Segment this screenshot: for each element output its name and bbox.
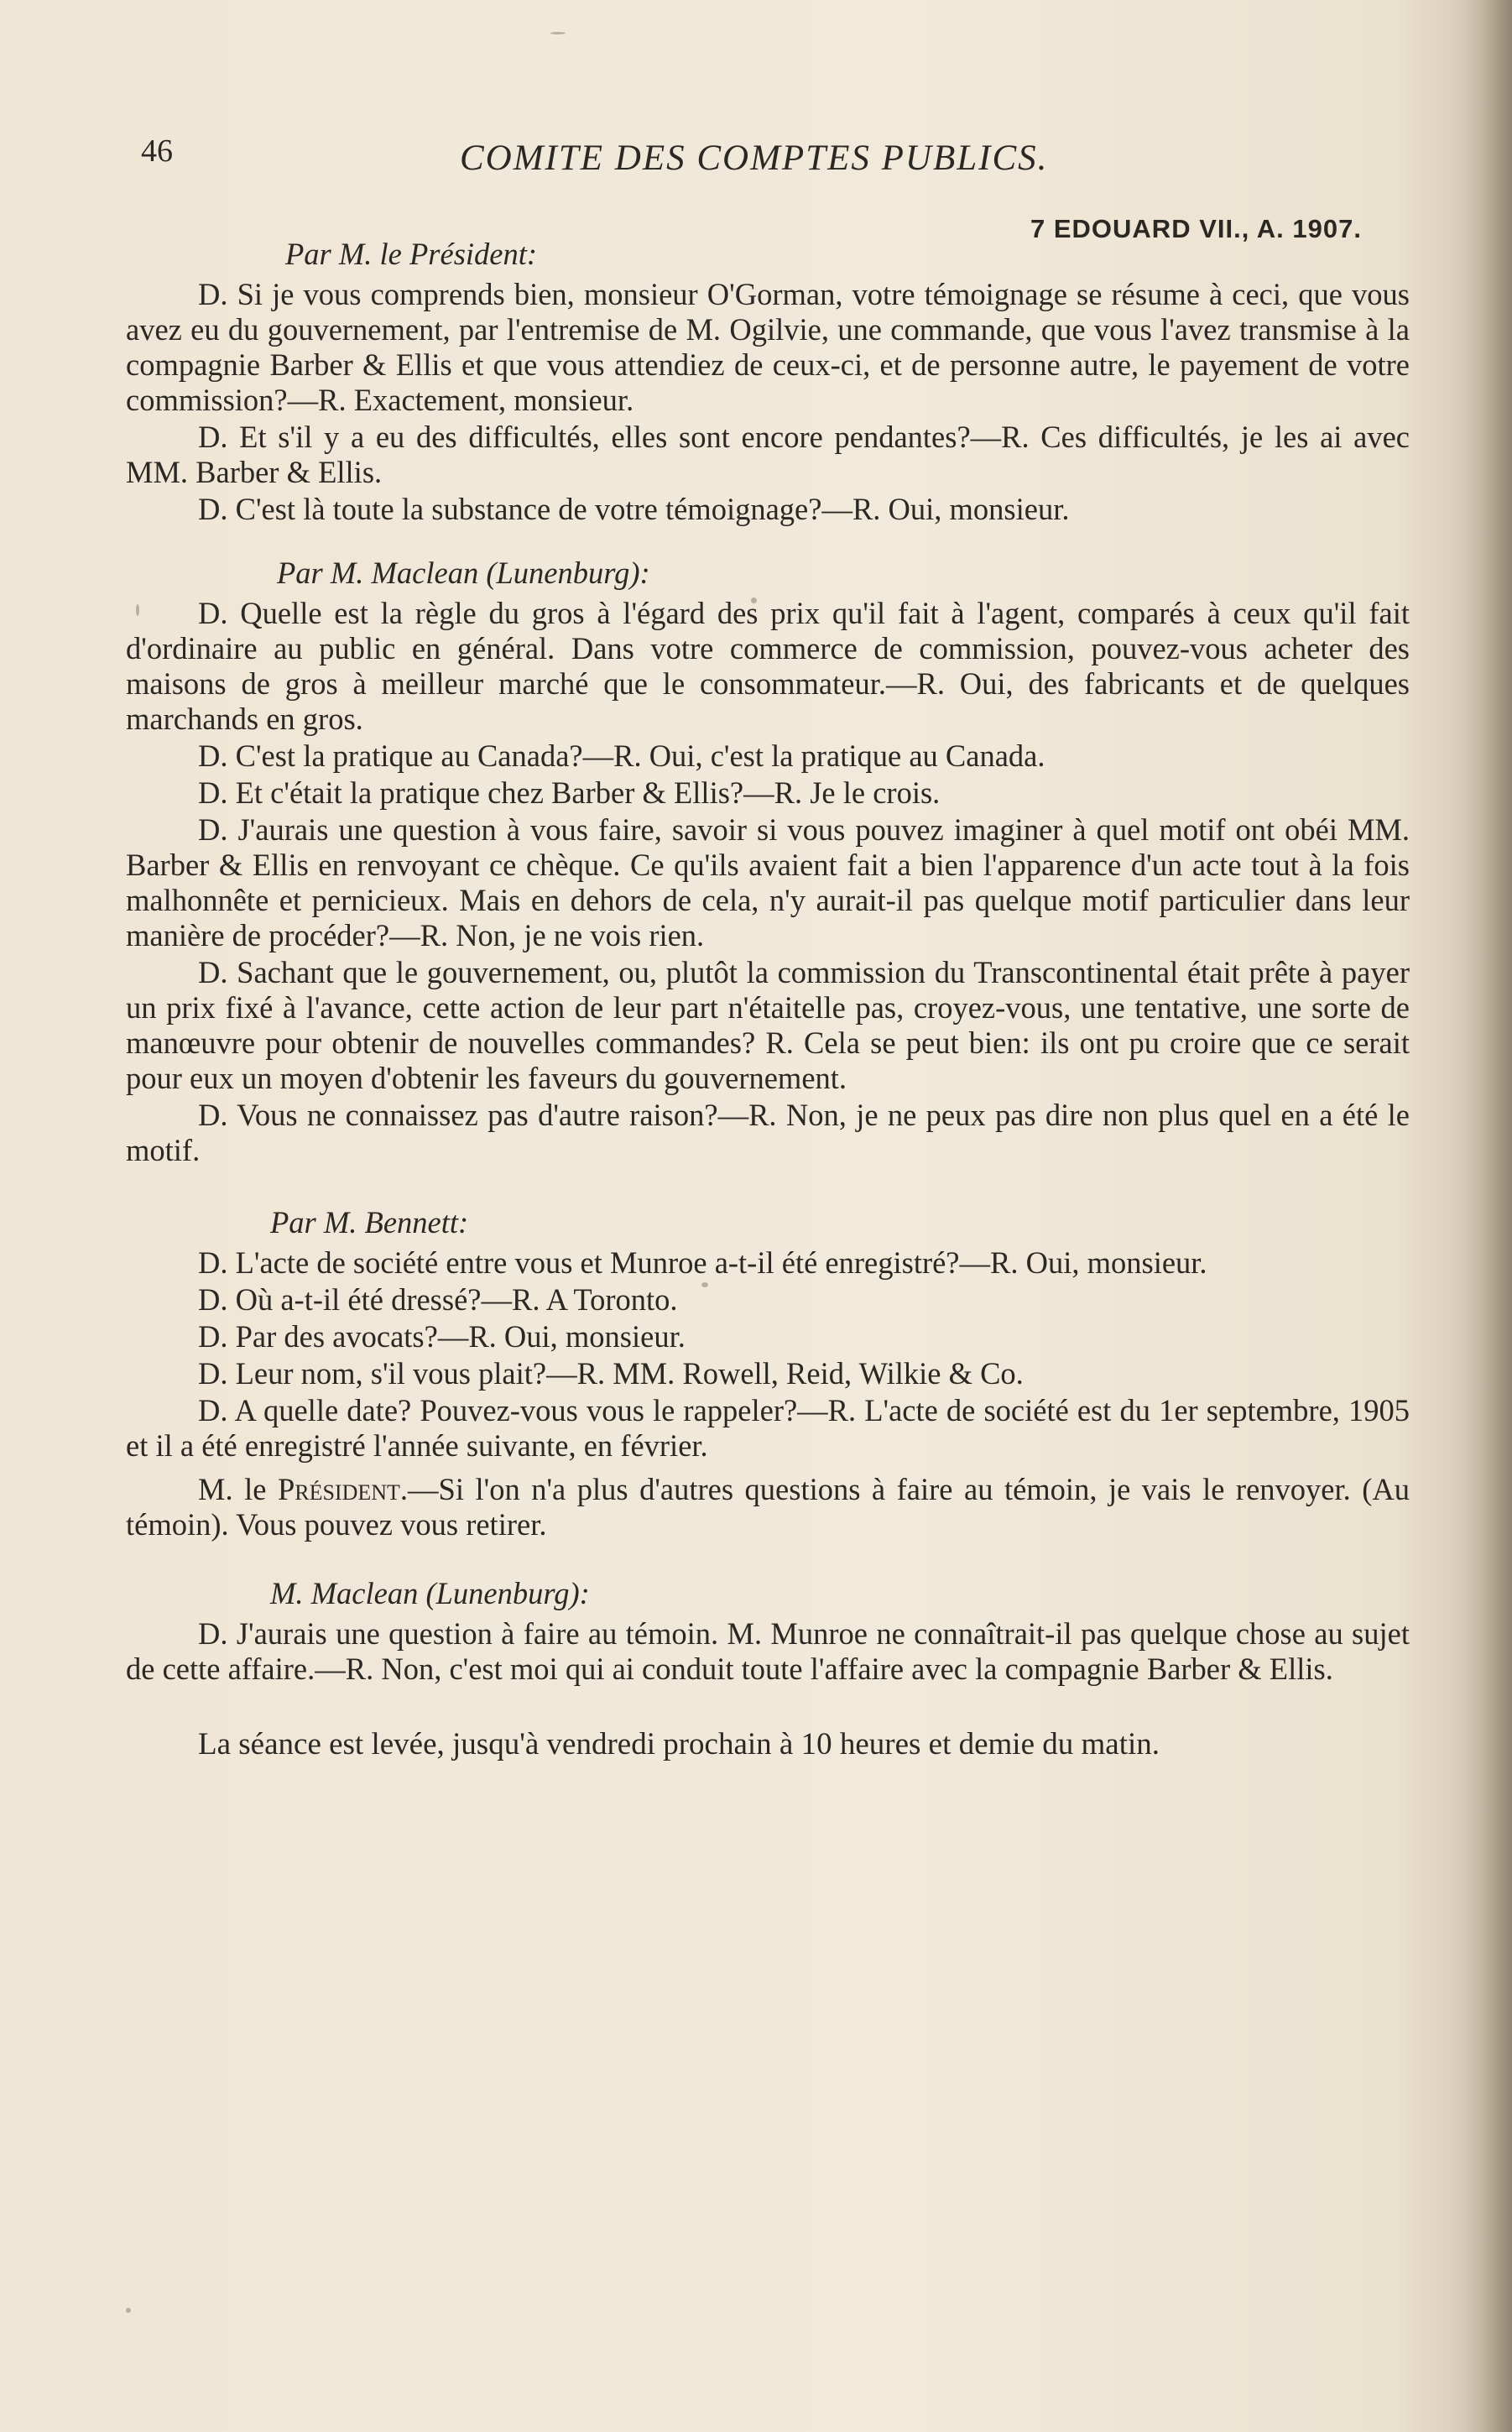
page-number: 46 xyxy=(141,133,173,169)
session-reference: 7 EDOUARD VII., A. 1907. xyxy=(1030,214,1362,243)
speaker-heading: Par M. le Président: xyxy=(285,237,538,271)
transcript-paragraph: D. Où a-t-il été dressé?—R. A Toronto. xyxy=(198,1282,678,1317)
president-title: Président xyxy=(277,1472,400,1506)
paper-speck xyxy=(126,2308,131,2313)
transcript-paragraph: D. Et c'était la pratique chez Barber & Ellis?—R. Je le crois. xyxy=(198,775,941,810)
transcript-paragraph: D. Vous ne connaissez pas d'autre raison?—R. Non, je ne peux pas dire non plus quel en a été le motif. xyxy=(126,1098,1410,1167)
transcript-paragraph: D. A quelle date? Pouvez-vous vous le rappeler?—R. L'acte de société est du 1er septembre, 1905 et il a été enregistré l'année suivante, en février. xyxy=(126,1393,1410,1463)
adjournment-note: La séance est levée, jusqu'à vendredi prochain à 10 heures et demie du matin. xyxy=(198,1727,1160,1761)
book-spine-shadow xyxy=(1453,0,1512,2432)
president-text: .—Si l'on n'a plus d'autres questions à faire au témoin, je vais le renvoyer. (Au témoin). Vous pouvez vous retirer. xyxy=(126,1472,1410,1542)
transcript-paragraph: D. Leur nom, s'il vous plait?—R. MM. Rowell, Reid, Wilkie & Co. xyxy=(198,1356,1024,1391)
president-prefix: M. le xyxy=(198,1472,278,1506)
transcript-paragraph: D. C'est la pratique au Canada?—R. Oui, c'est la pratique au Canada. xyxy=(198,738,1045,773)
president-statement xyxy=(126,1472,1410,1542)
transcript-paragraph: D. L'acte de société entre vous et Munroe a-t-il été enregistré?—R. Oui, monsieur. xyxy=(198,1245,1207,1280)
transcript-paragraph: D. Et s'il y a eu des difficultés, elles sont encore pendantes?—R. Ces difficultés, je les ai avec MM. Barber & Ellis. xyxy=(126,420,1410,489)
transcript-paragraph: D. C'est là toute la substance de votre témoignage?—R. Oui, monsieur. xyxy=(198,492,1070,526)
transcript-paragraph: D. Quelle est la règle du gros à l'égard des prix qu'il fait à l'agent, comparés à ceux qu'il fait d'ordinaire au public en général. Dans votre commerce de commission, pouvez-vous acheter des maisons de gros à meilleur marché que le consommateur.—R. Oui, des fabricants et de quelques marchands en gros. xyxy=(126,596,1410,736)
speaker-heading: Par M. Bennett: xyxy=(270,1205,469,1239)
running-head: COMITE DES COMPTES PUBLICS. xyxy=(460,138,1049,178)
transcript-paragraph: D. Par des avocats?—R. Oui, monsieur. xyxy=(198,1319,686,1354)
speaker-heading: M. Maclean (Lunenburg): xyxy=(270,1576,590,1610)
transcript-paragraph: D. J'aurais une question à faire au témoin. M. Munroe ne connaîtrait-il pas quelque chose au sujet de cette affaire.—R. Non, c'est moi qui ai conduit toute l'affaire avec la compagnie Barber & Ellis. xyxy=(126,1616,1410,1686)
paper-speck xyxy=(550,32,566,34)
transcript-paragraph: D. Sachant que le gouvernement, ou, plutôt la commission du Transcontinental était prête à payer un prix fixé à l'avance, cette action de leur part n'étaitelle pas, croyez-vous, une tentative, une sorte de manœuvre pour obtenir de nouvelles commandes? R. Cela se peut bien: ils ont pu croire que ce serait pour eux un moyen d'obtenir les faveurs du gouvernement. xyxy=(126,955,1410,1095)
transcript-body xyxy=(126,237,1410,1764)
transcript-paragraph: D. J'aurais une question à vous faire, savoir si vous pouvez imaginer à quel motif ont obéi MM. Barber & Ellis en renvoyant ce chèque. Ce qu'ils avaient fait a bien l'apparence d'un acte tout à la fois malhonnête et pernicieux. Mais en dehors de cela, n'y aurait-il pas quelque motif particulier dans leur manière de procéder?—R. Non, je ne vois rien. xyxy=(126,812,1410,952)
transcript-paragraph: D. Si je vous comprends bien, monsieur O'Gorman, votre témoignage se résume à ceci, que vous avez eu du gouvernement, par l'entremise de M. Ogilvie, une commande, que vous l'avez transmise à la compagnie Barber & Ellis et que vous attendiez de ceux-ci, et de personne autre, le payement de votre commission?—R. Exactement, monsieur. xyxy=(126,277,1410,417)
speaker-heading: Par M. Maclean (Lunenburg): xyxy=(277,556,650,590)
